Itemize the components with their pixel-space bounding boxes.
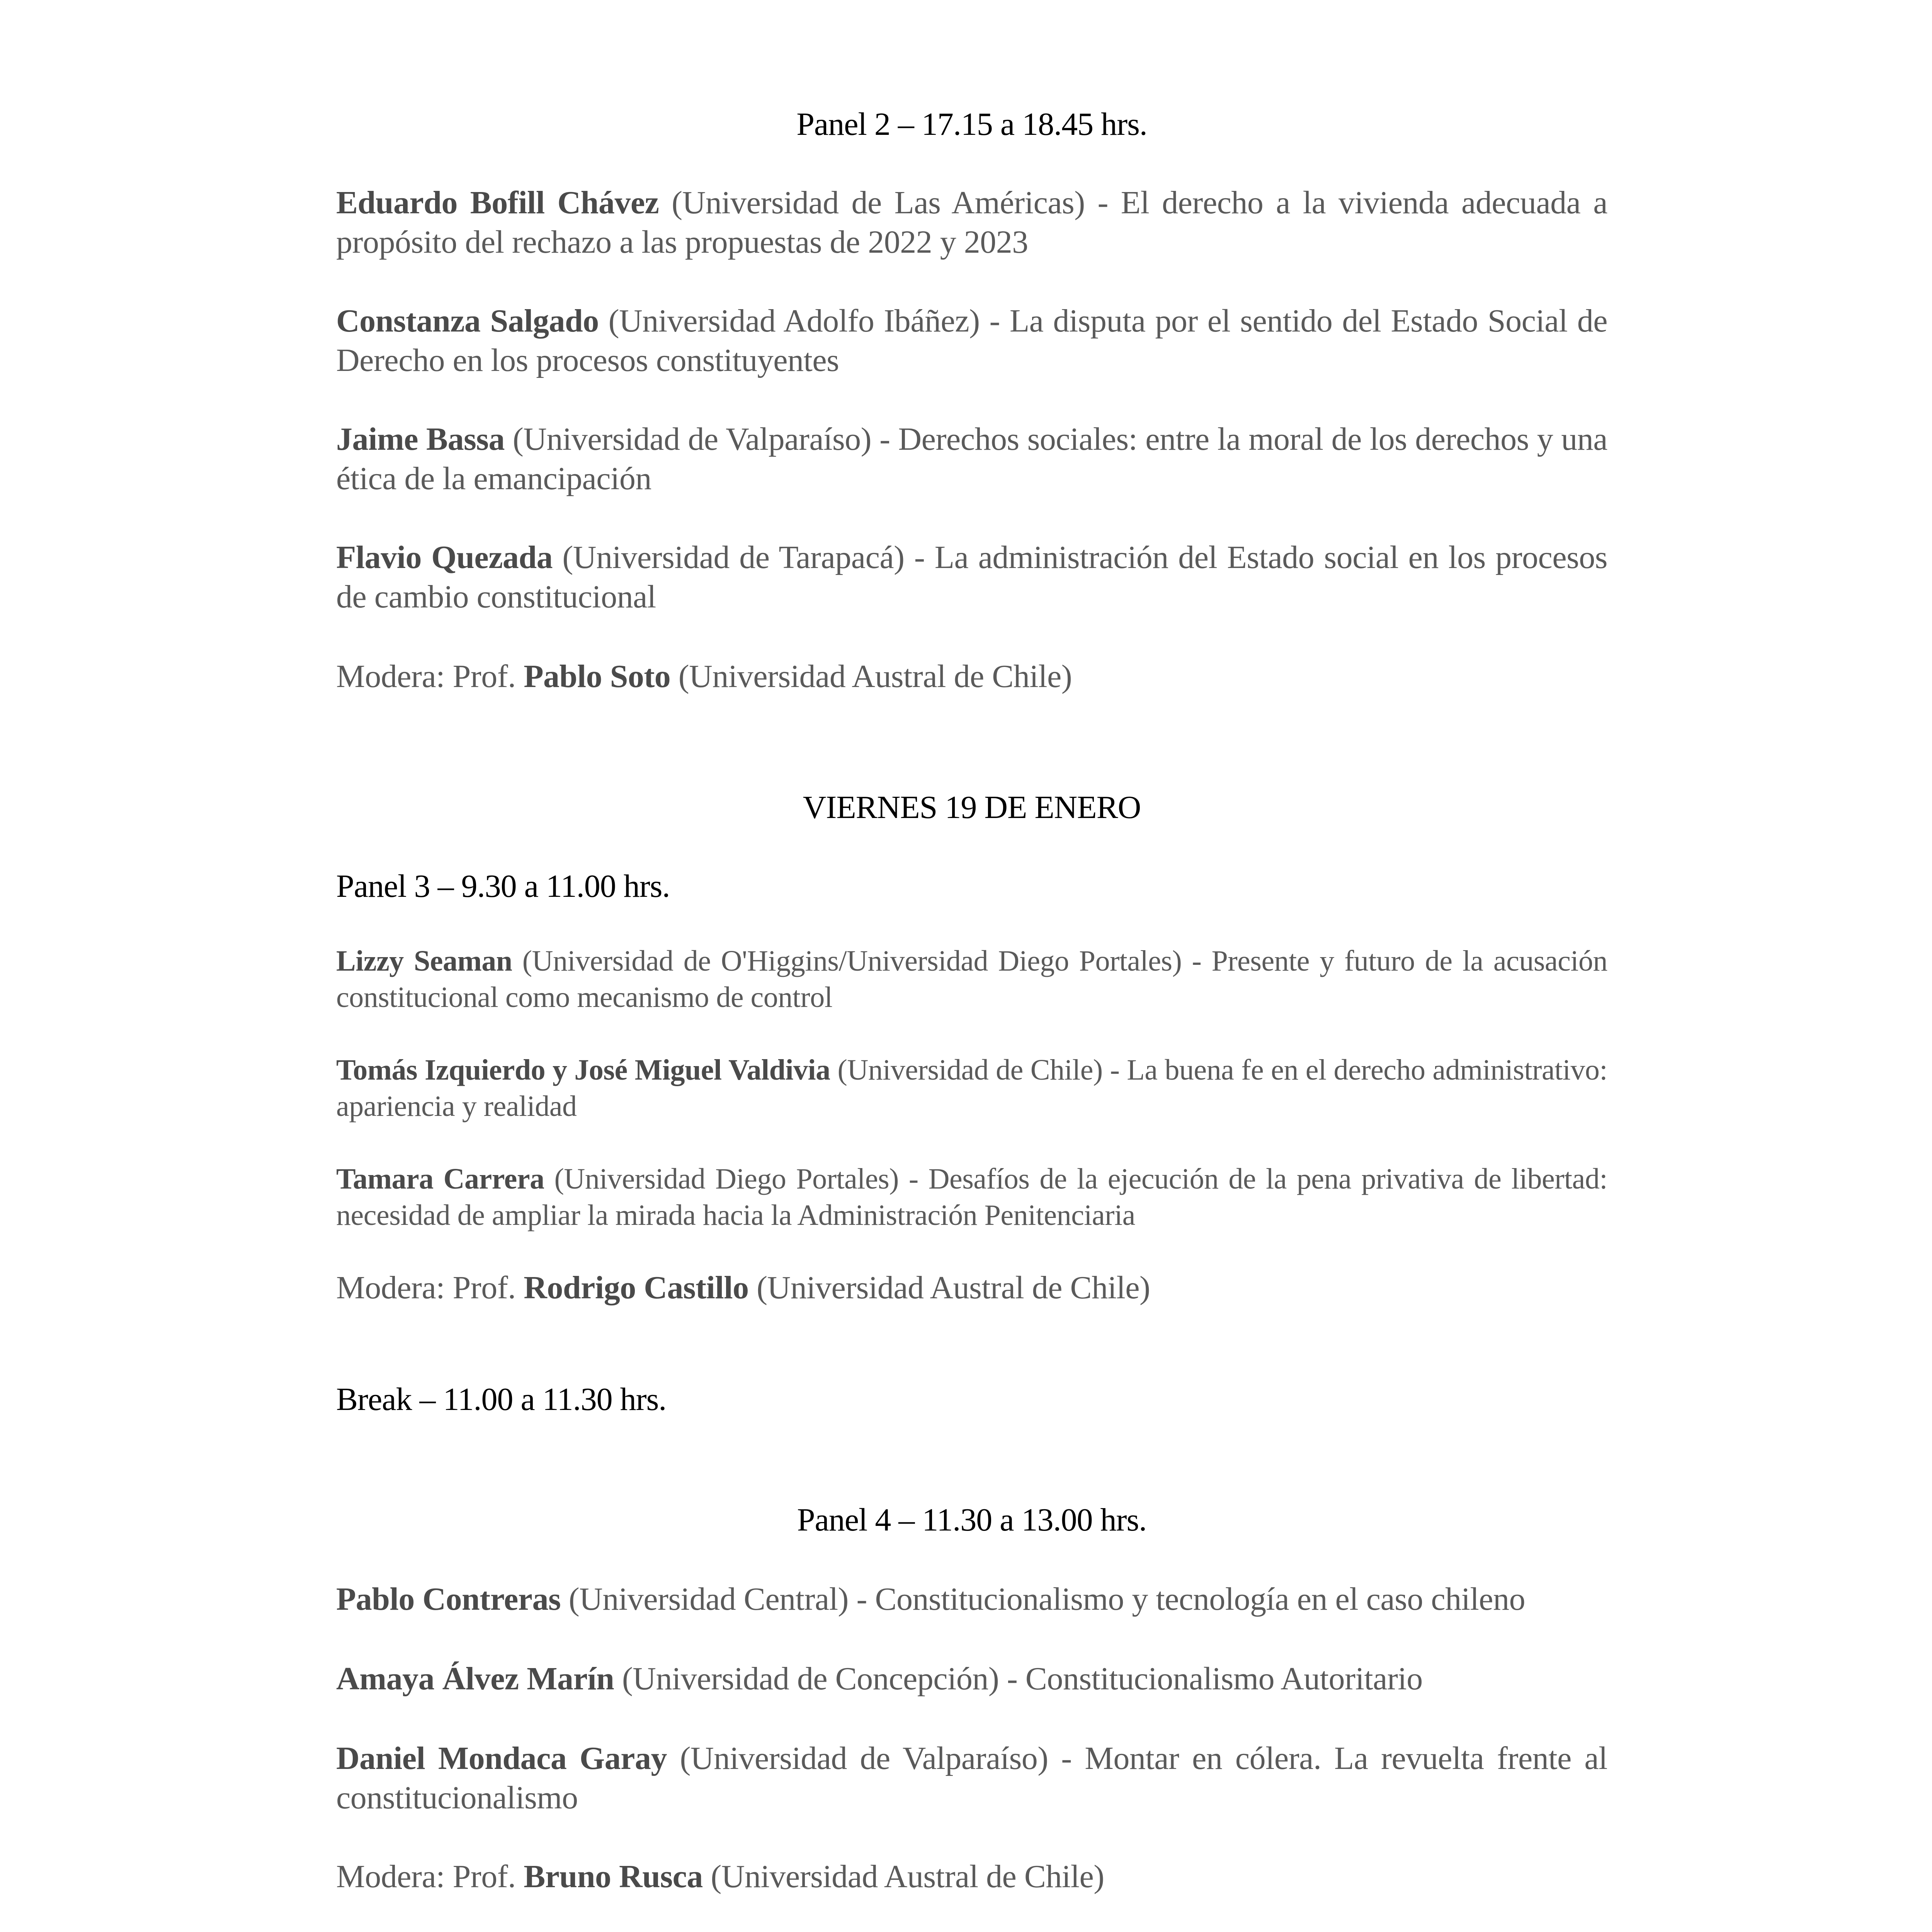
panel-4-title: Panel 4 – 11.30 a 13.00 hrs. [797,1502,1147,1538]
panel-2-moderator [336,657,1607,696]
moderator-prefix: Modera: Prof. [336,658,524,694]
panel-4-entry [336,1739,1607,1818]
talk-details: (Universidad de Tarapacá) - La administración del Estado social en los procesos de cambio constitucional [336,539,1607,615]
panel-2-entry [336,183,1607,262]
speaker-name: Jaime Bassa [336,421,505,457]
talk-details: (Universidad Central) - Constitucionalismo y tecnología en el caso chileno [561,1581,1526,1617]
panel-2-title: Panel 2 – 17.15 a 18.45 hrs. [796,106,1147,142]
panel-3-title: Panel 3 – 9.30 a 11.00 hrs. [336,868,670,904]
panel-2-entry [336,301,1607,380]
speaker-name: Amaya Álvez Marín [336,1661,614,1697]
speaker-name: Daniel Mondaca Garay [336,1740,667,1776]
moderator-affiliation: (Universidad Austral de Chile) [670,658,1072,694]
moderator-name: Bruno Rusca [524,1859,703,1895]
speaker-name: Eduardo Bofill Chávez [336,185,659,221]
talk-details: (Universidad Diego Portales) - Desafíos de la ejecución de la pena privativa de libertad: necesidad de ampliar la mirada hacia la Administración Penitenciaria [336,1163,1607,1231]
talk-details: (Universidad de Las Américas) - El derecho a la vivienda adecuada a propósito del rechazo a las propuestas de 2022 y 2023 [336,185,1607,260]
panel-2-entry [336,420,1607,498]
speaker-name: Tomás Izquierdo y José Miguel Valdivia [336,1054,830,1086]
moderator-name: Pablo Soto [524,658,671,694]
talk-details: (Universidad de Valparaíso) - Derechos sociales: entre la moral de los derechos y una ética de la emancipación [336,421,1607,497]
talk-details: (Universidad de Concepción) - Constitucionalismo Autoritario [614,1661,1423,1697]
panel-2-entry [336,538,1607,617]
panel-4-entry [336,1580,1607,1619]
moderator-affiliation: (Universidad Austral de Chile) [702,1859,1104,1895]
moderator-prefix: Modera: Prof. [336,1270,524,1306]
speaker-name: Constanza Salgado [336,303,599,339]
panel-3-entry [336,1161,1607,1233]
moderator-affiliation: (Universidad Austral de Chile) [748,1270,1150,1306]
talk-details: (Universidad de O'Higgins/Universidad Diego Portales) - Presente y futuro de la acusación constitucional como mecanismo de control [336,945,1607,1014]
speaker-name: Flavio Quezada [336,539,553,575]
speaker-name: Tamara Carrera [336,1163,544,1195]
panel-3-entry [336,1052,1607,1124]
talk-details: (Universidad de Chile) - La buena fe en el derecho administrativo: apariencia y realidad [336,1054,1607,1122]
moderator-prefix: Modera: Prof. [336,1859,524,1895]
moderator-name: Rodrigo Castillo [524,1270,749,1306]
panel-3-entry [336,943,1607,1015]
panel-3-moderator [336,1268,1607,1308]
speaker-name: Pablo Contreras [336,1581,561,1617]
break-title: Break – 11.00 a 11.30 hrs. [336,1381,667,1417]
speaker-name: Lizzy Seaman [336,945,512,977]
talk-details: (Universidad Adolfo Ibáñez) - La disputa por el sentido del Estado Social de Derecho en los procesos constituyentes [336,303,1607,378]
panel-4-entry [336,1659,1607,1699]
panel-4-moderator [336,1857,1607,1896]
talk-details: (Universidad de Valparaíso) - Montar en cólera. La revuelta frente al constitucionalismo [336,1740,1607,1816]
day-title: VIERNES 19 DE ENERO [803,789,1141,825]
